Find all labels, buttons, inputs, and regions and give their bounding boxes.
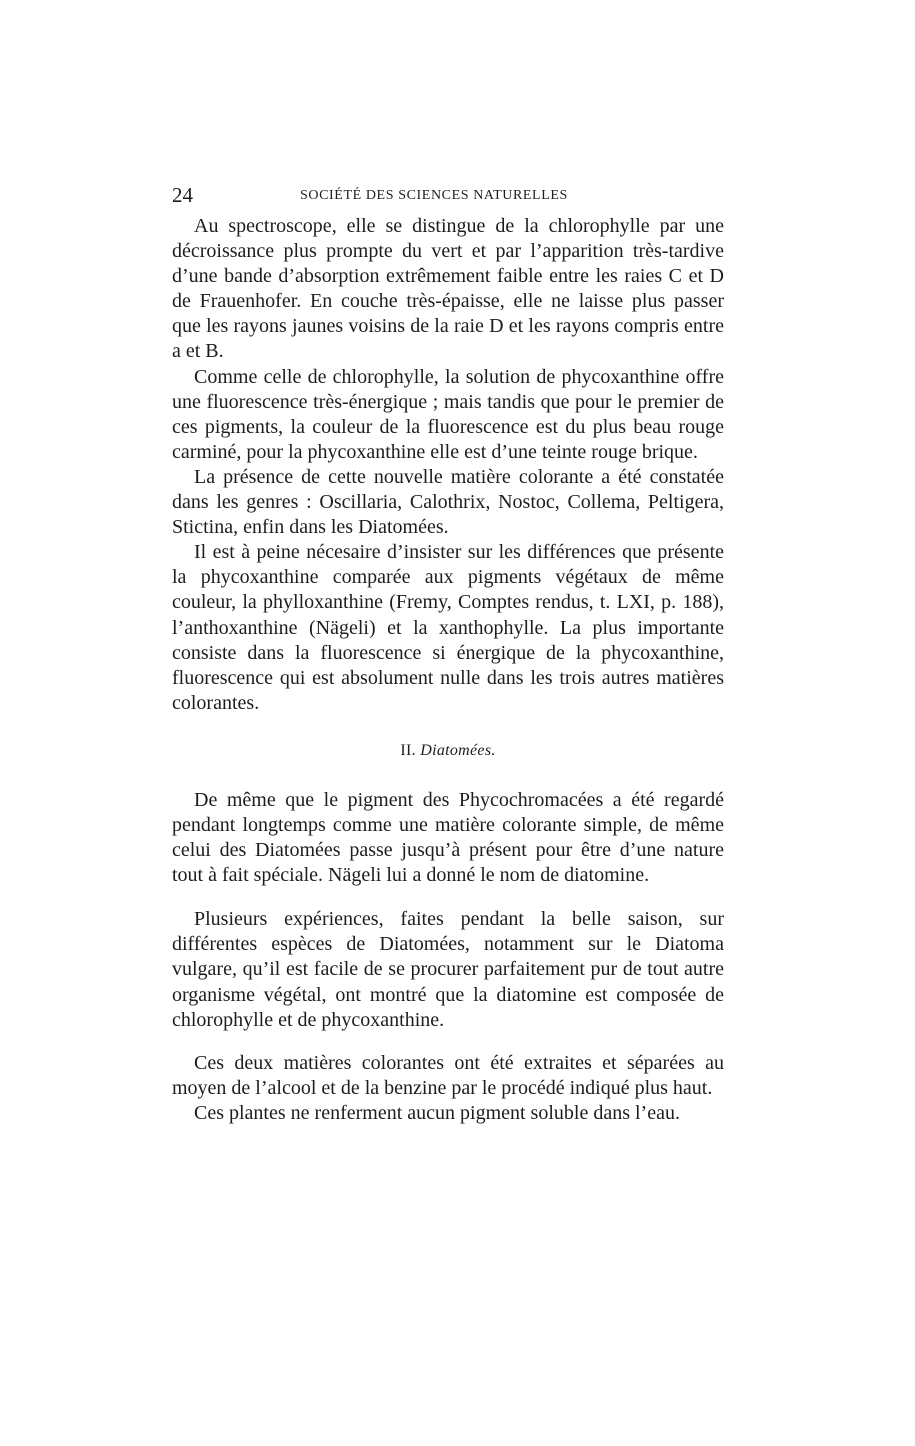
paragraph-diatomine: De même que le pigment des Phycochromacées a été regardé pendant longtemps comme une matière colorante simple, de même celui des Diatomées passe jusqu’à présent pour être d’une nature tout à fait spéciale. Nägeli lui a donné le nom de diatomine. [172,788,724,887]
paragraph-soluble: Ces plantes ne renferment aucun pigment soluble dans l’eau. [194,1101,680,1124]
page-number: 24 [172,183,193,207]
running-head: SOCIÉTÉ DES SCIENCES NATURELLES [300,188,568,203]
paragraph-differences: Il est à peine nécesaire d’insister sur les différences que présente la phycoxanthine comparée aux pigments végétaux de même couleur, la phylloxanthine (Fremy, Comptes rendus, t. LXI, p. 188), l’anthoxanthine (Nägeli) et la xanthophylle. La plus importante consiste dans la fluorescence si énergique de la phycoxanthine, fluorescence qui est absolument nulle dans les trois autres matières colorantes. [172,541,724,714]
paragraph-experiences: Plusieurs expériences, faites pendant la belle saison, sur différentes espèces de Diatomées, notamment sur le Diatoma vulgare, qu’il est facile de se procurer parfaitement pur de tout autre organisme végétal, ont montré que la diatomine est composée de chlorophylle et de phycoxanthine. [172,908,724,1031]
page-header [172,182,724,208]
paragraph-spectroscope: Au spectroscope, elle se distingue de la chlorophylle par une décroissance plus prompte du vert et par l’apparition très-tardive d’une bande d’absorption extrêmement faible entre les raies C et D de Frauenhofer. En couche très-épaisse, elle ne laisse plus passer que les rayons jaunes voisins de la raie D et les rayons compris entre a et B. [172,215,724,363]
paragraph-genres: La présence de cette nouvelle matière colorante a été constatée dans les genres : Oscillaria, Calothrix, Nostoc, Collema, Peltigera, Stictina, enfin dans les Diatomées. [172,465,724,539]
section-title: Diatomées. [420,741,496,759]
section-number: II. [400,741,416,759]
paragraph-gap [172,1033,724,1051]
page-body [172,214,724,1126]
section-heading [172,740,724,762]
paragraph-fluorescence: Comme celle de chlorophylle, la solution de phycoxanthine offre une fluorescence très-énergique ; mais tandis que pour le premier de ces pigments, la couleur de la fluorescence est du plus beau rouge carminé, pour la phycoxanthine elle est d’une teinte rouge brique. [172,365,724,463]
paragraph-extraction: Ces deux matières colorantes ont été extraites et séparées au moyen de l’alcool et de la benzine par le procédé indiqué plus haut. [172,1051,724,1099]
paragraph-gap [172,888,724,907]
